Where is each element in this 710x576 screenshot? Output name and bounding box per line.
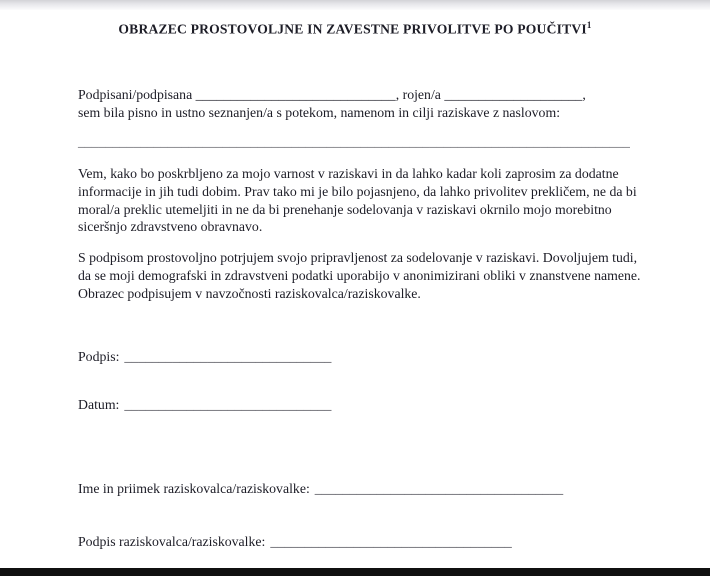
signature-blank-line: ______________________________ xyxy=(124,349,332,364)
document-title xyxy=(0,20,710,38)
research-title-blank-line: ________________________________________________________________________________ xyxy=(78,134,630,149)
researcher-signature-label: Podpis raziskovalca/raziskovalke: xyxy=(78,534,266,549)
scan-top-edge xyxy=(0,0,710,10)
field-researcher-name xyxy=(78,480,654,498)
field-researcher-signature xyxy=(78,533,654,551)
signature-label: Podpis: xyxy=(78,349,120,364)
researcher-name-blank-line: ____________________________________ xyxy=(314,481,564,496)
date-label: Datum: xyxy=(78,397,120,412)
scan-bottom-edge xyxy=(0,568,710,576)
title-footnote-marker: 1 xyxy=(586,20,592,30)
document-title-text: OBRAZEC PROSTOVOLJNE IN ZAVESTNE PRIVOLITVE PO POUČITVI xyxy=(118,21,587,37)
date-blank-line: ______________________________ xyxy=(124,397,332,412)
researcher-signature-blank-line: ___________________________________ xyxy=(270,534,512,549)
intro-line-informed: sem bila pisno in ustno seznanjen/a s potekom, namenom in cilji raziskave z naslovom: xyxy=(78,105,561,120)
field-date xyxy=(78,396,654,414)
paragraph-consent-data-use: S podpisom prostovoljno potrjujem svojo pripravljenost za sodelovanje v raziskavi. Dovoljujem tudi, da se moji demografski in zdravstveni podatki uporabijo v anonimizirani obliki v znanstvene namene. Obrazec podpisujem v navzočnosti raziskovalca/raziskovalke. xyxy=(78,250,641,301)
researcher-name-label: Ime in priimek raziskovalca/raziskovalke: xyxy=(78,481,310,496)
paragraph-safety-withdrawal: Vem, kako bo poskrbljeno za mojo varnost v raziskavi in da lahko kadar koli zaprosim za dodatne informacije in jih tudi dobim. Prav tako mi je bilo pojasnjeno, da lahko privolitev prekličem, ne da bi moral/a preklic utemeljiti in ne da bi prenehanje sodelovanja v raziskavi okrnilo mojo morebitno siceršnjo zdravstveno obravnavo. xyxy=(78,166,637,235)
field-signature xyxy=(78,348,654,366)
intro-line-signee: Podpisani/podpisana _____________________________, rojen/a ____________________, xyxy=(78,87,586,102)
